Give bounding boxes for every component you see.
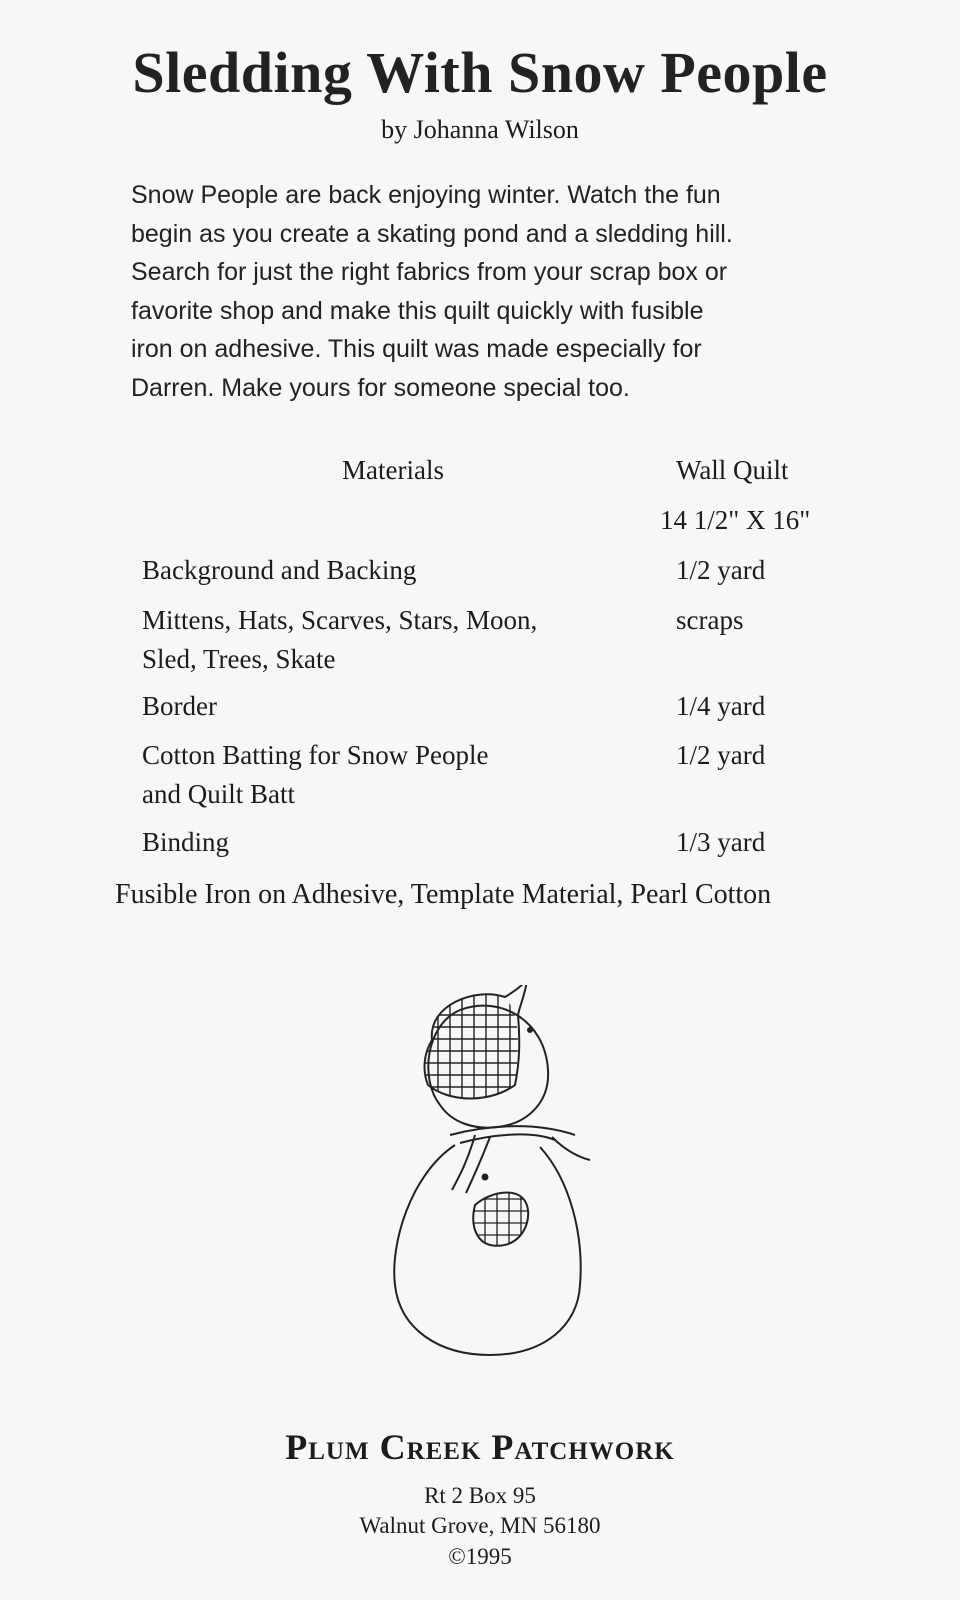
intro-line: begin as you create a skating pond and a sledding hill. bbox=[131, 219, 733, 248]
author-byline: by Johanna Wilson bbox=[381, 115, 579, 144]
material-qty-batting: 1/2 yard bbox=[676, 740, 766, 770]
publisher-address-line1: Rt 2 Box 95 bbox=[424, 1483, 536, 1508]
material-label-binding bbox=[142, 823, 229, 862]
material-label-border bbox=[142, 687, 217, 726]
publisher-name: Plum Creek Patchwork bbox=[285, 1427, 675, 1467]
quilt-size: 14 1/2" X 16" bbox=[660, 505, 811, 535]
material-qty-binding: 1/3 yard bbox=[676, 827, 766, 857]
intro-line: Snow People are back enjoying winter. Watch the fun bbox=[131, 181, 721, 209]
material-label-scraps bbox=[142, 601, 537, 679]
material-label-line: Cotton Batting for Snow People bbox=[142, 740, 489, 770]
intro-line: iron on adhesive. This quilt was made especially for bbox=[131, 335, 702, 363]
material-qty-scraps: scraps bbox=[676, 605, 744, 635]
snow-person-drawing-icon bbox=[380, 985, 600, 1375]
publisher-address-line2: Walnut Grove, MN 56180 bbox=[359, 1513, 601, 1538]
material-label-background bbox=[142, 551, 416, 590]
intro-line: Darren. Make yours for someone special too. bbox=[131, 373, 630, 402]
intro-line: favorite shop and make this quilt quickly with fusible bbox=[131, 296, 704, 325]
material-label-line: and Quilt Batt bbox=[142, 779, 295, 809]
material-label-line: Binding bbox=[142, 827, 230, 857]
material-label-line: Border bbox=[142, 691, 217, 721]
quilt-type-header: Wall Quilt bbox=[676, 455, 789, 485]
notions-line: Fusible Iron on Adhesive, Template Material, Pearl Cotton bbox=[115, 879, 772, 910]
material-label-batting bbox=[142, 736, 489, 814]
material-label-line: Mittens, Hats, Scarves, Stars, Moon, bbox=[142, 605, 538, 635]
material-label-line: Sled, Trees, Skate bbox=[142, 644, 336, 674]
page-title: Sledding With Snow People bbox=[132, 40, 828, 105]
material-qty-background: 1/2 yard bbox=[676, 555, 766, 585]
material-label-line: Background and Backing bbox=[142, 555, 417, 585]
intro-line: Search for just the right fabrics from your scrap box or bbox=[131, 258, 728, 286]
copyright: ©1995 bbox=[448, 1544, 512, 1569]
materials-header: Materials bbox=[342, 455, 444, 485]
intro-paragraph bbox=[131, 176, 851, 407]
material-qty-border: 1/4 yard bbox=[676, 691, 766, 721]
